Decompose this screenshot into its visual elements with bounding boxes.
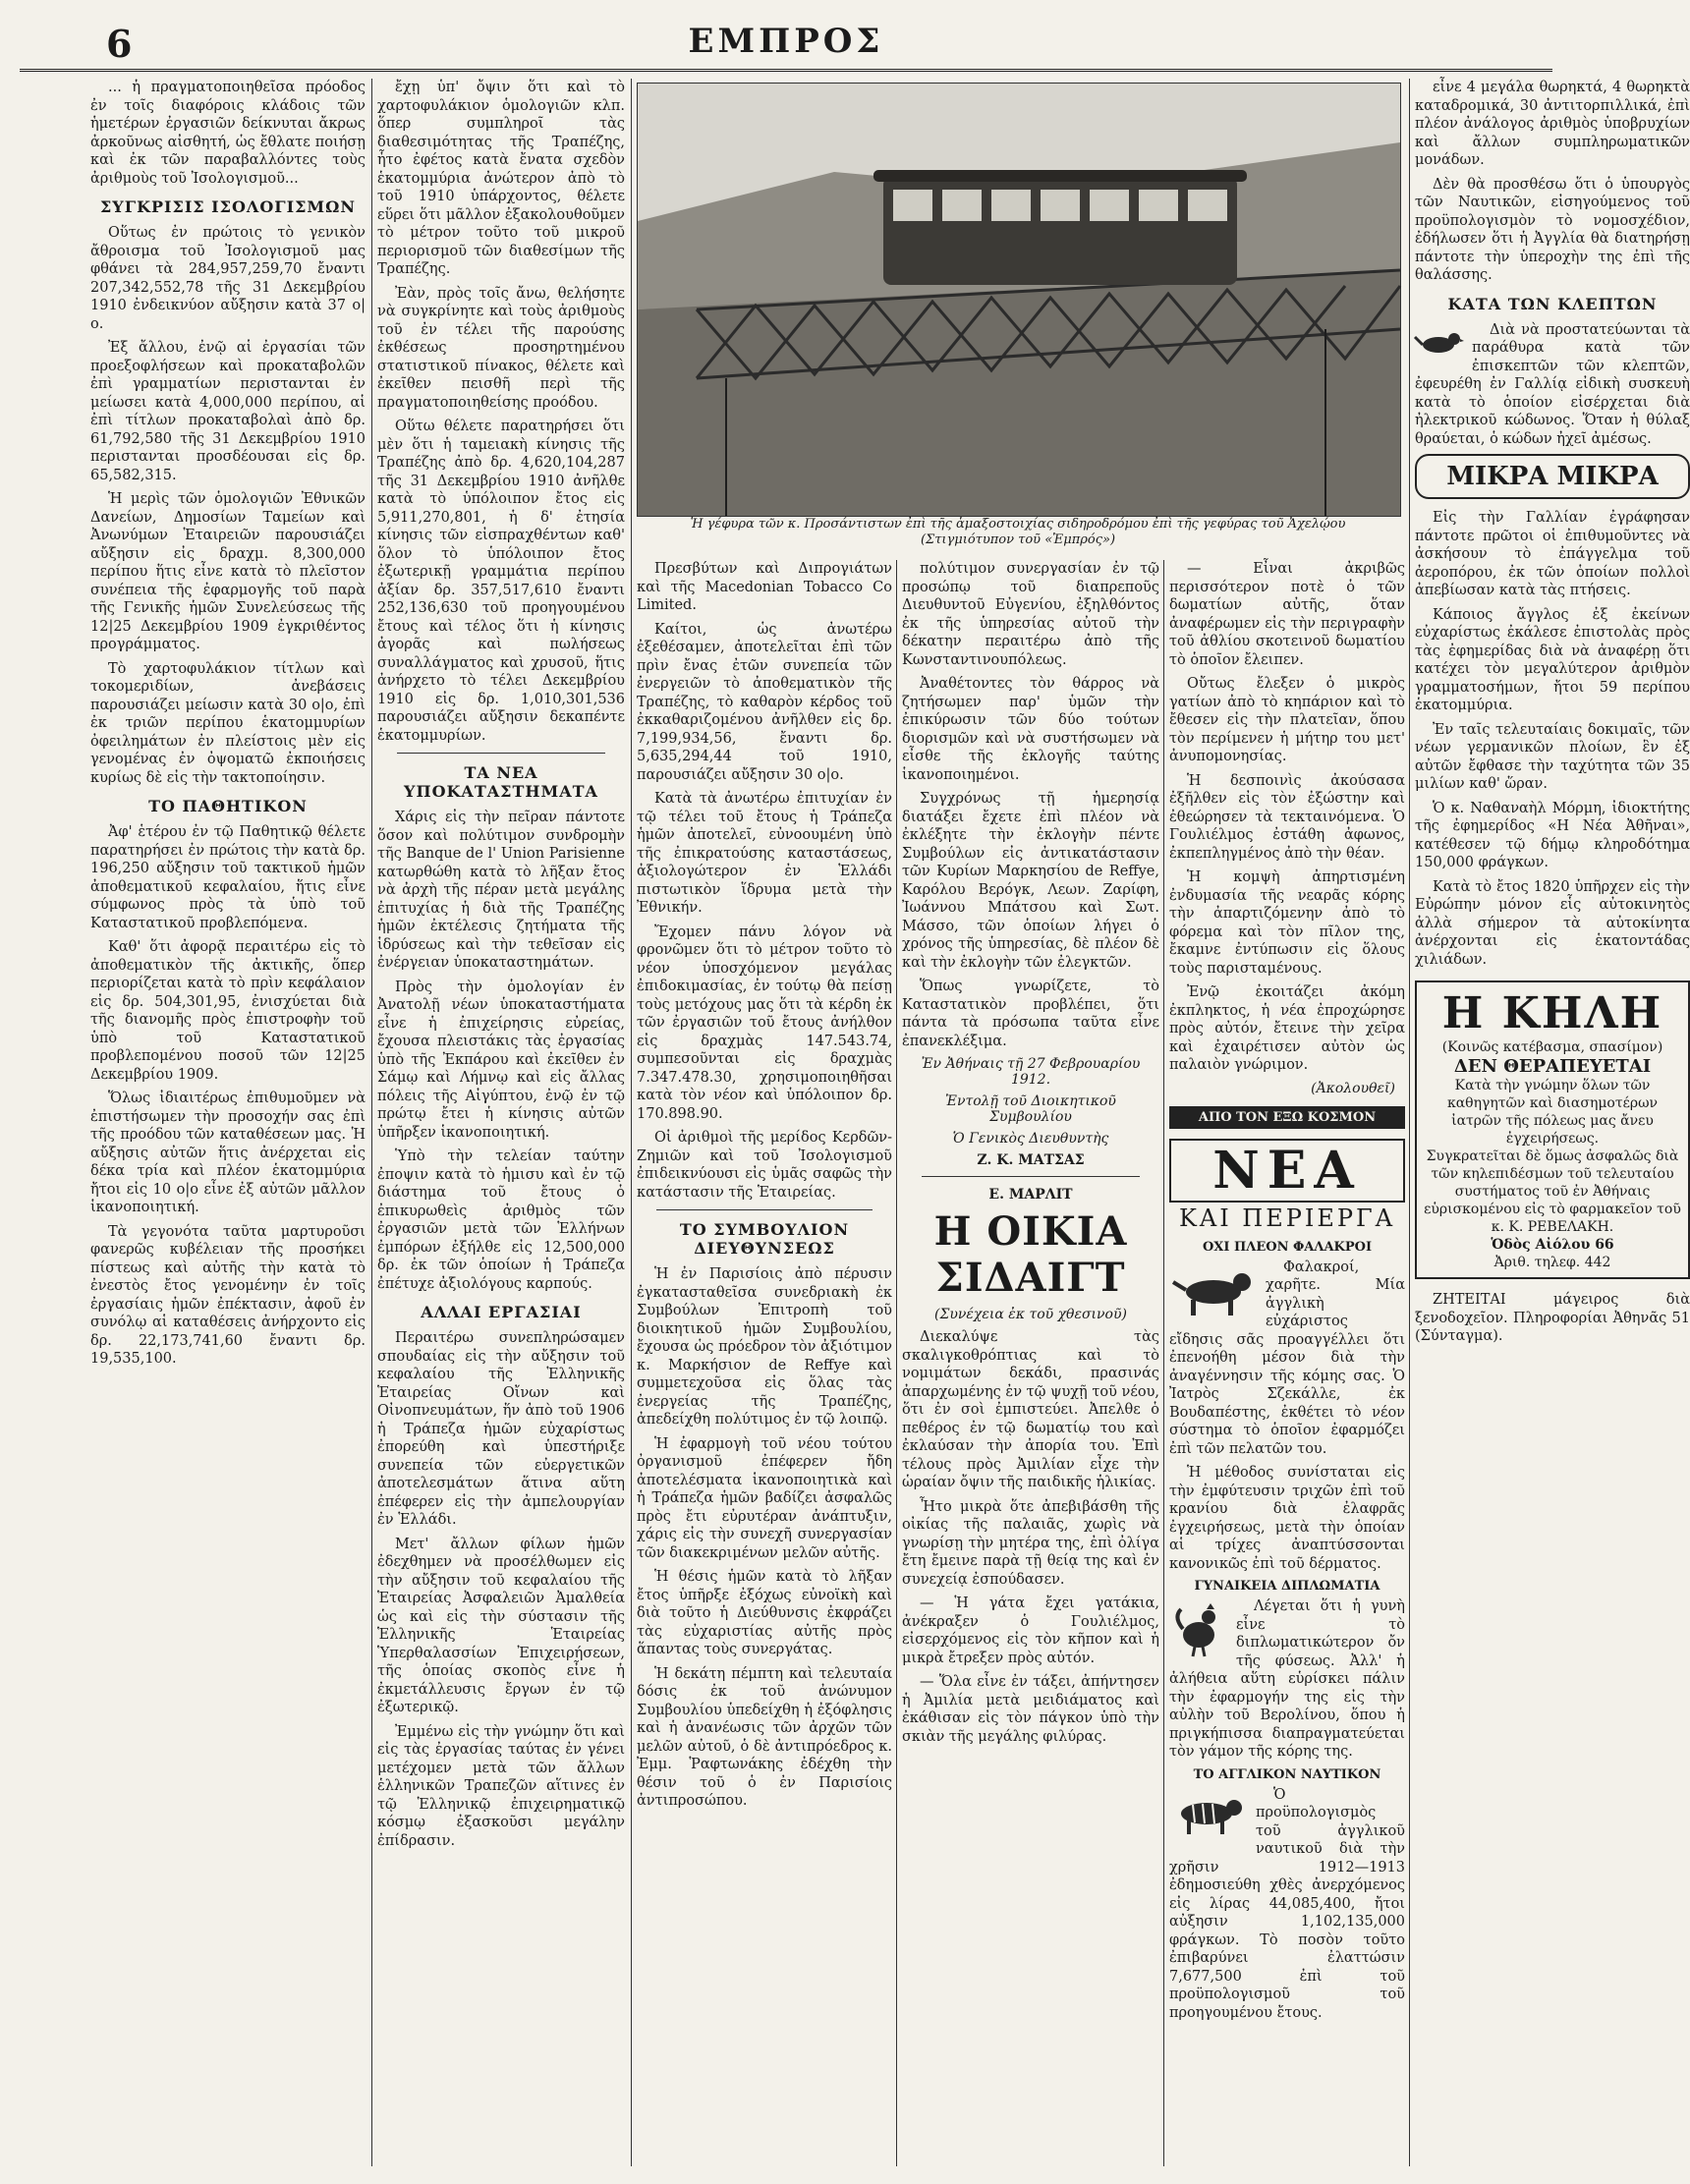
paragraph: Μετ' ἄλλων φίλων ἡμῶν ἐδεχθημεν νὰ προσέλθωμεν εἰς τὴν αὔξησιν τοῦ κεφαλαίου τῆς Ἑταιρείας Ἀσφαλειῶν Ἀμαλθεία ὡς καὶ εἰς τὴν σύστασιν τῆς Ἑλληνικῆς Ἑταιρείας Ὑπερθαλασσίων Ἐπιχειρήσεων, τῆς ὁποίας σκοπὸς εἶνε ἡ ἐκμετάλλευσις ἔργων ἐν τῷ ἐξωτερικῷ.	[377, 1536, 625, 1715]
paragraph: Ὁ κ. Ναθαναὴλ Μόρμη, ἰδιοκτήτης τῆς ἐφημερίδος «Η Νέα Ἀθῆναι», κατέθεσεν τῷ δήμῳ κληροδότημα 150,000 φράγκων.	[1415, 800, 1690, 870]
column-6	[1415, 79, 1690, 2166]
divider	[656, 1209, 873, 1210]
paragraph: Οἱ ἀριθμοὶ τῆς μερίδος Κερδῶν-Ζημιῶν καὶ τοῦ Ἰσολογισμοῦ ἐπιδεικνύουσι εἰς ὑμᾶς σαφῶς τὴν κατάστασιν τῆς Ἑταιρείας.	[637, 1130, 892, 1201]
column-divider	[896, 560, 897, 2166]
paragraph: Διεκαλύψε τὰς σκαλιγκοθρόπτιας καὶ τὸ νομιμάτων δεκάδι, πρασινάς ἀπαρχωμένης ἐν τῷ ψυχῇ τοῦ νέου, ὅτι ἐν σοὶ ἐμπιστεύει. Ἀπελθε ὁ πεθέρος ἐν τῷ δωματίῳ του καὶ ἐκλαύσαν τὴν ἀπορία του. Ἐπὶ τέλους πρὸς Ἀμιλίαν εἶχε τὴν ὡραίαν ὄψιν τῆς παιδικῆς ἡλικίας.	[902, 1329, 1159, 1490]
item-heading: ΟΧΙ ΠΛΕΟΝ ΦΑΛΑΚΡΟΙ	[1202, 1239, 1373, 1255]
column-5	[1169, 79, 1405, 2166]
column-divider	[371, 79, 372, 2166]
item-heading: ΤΟ ΑΓΓΛΙΚΟΝ ΝΑΥΤΙΚΟΝ	[1193, 1766, 1381, 1782]
paragraph: Ἡ μέθοδος συνίσταται εἰς τὴν ἐμφύτευσιν τριχῶν ἐπὶ τοῦ κρανίου διὰ ἐλαφρᾶς ἐγχειρήσεως, μετὰ τὴν ὁποίαν αἱ τρίχες ἀναπτύσσονται κανονικῶς ἐπὶ τοῦ δέρματος.	[1169, 1465, 1405, 1572]
paragraph: Διὰ νὰ προστατεύωνται τὰ παράθυρα κατὰ τῶν ἐπισκεπτῶν τῶν κλεπτῶν, ἐφευρέθη ἐν Γαλλίᾳ εἰδικὴ συσκευὴ κατὰ τὸ ὁποίον εἰσέρχεται διὰ ἠλεκτρικοῦ κώδωνος. Ὅταν ἡ θύλαξ θραύεται, ὁ κώδων ἠχεῖ ἀμέσως.	[1415, 321, 1690, 447]
signature-name: Ζ. Κ. ΜΑΤΣΑΣ	[977, 1152, 1085, 1168]
signature-role: Ἐντολῇ τοῦ Διοικητικοῦ Συμβουλίου	[945, 1093, 1116, 1125]
paragraph: Εἰς τὴν Γαλλίαν ἐγράφησαν πάντοτε πρῶτοι οἱ ἐπιθυμοῦντες νὰ ἀσκήσουν τὸ ἐπάγγελμα τοῦ ἀεροπόρου, ἐκ τῶν ὁποίων πολλοὶ ἀπεβίωσαν κατὰ τὰς πτήσεις.	[1415, 510, 1690, 598]
section-heading: ΤΟ ΠΑΘΗΤΙΚΟΝ	[148, 797, 308, 815]
column-1	[90, 79, 366, 2166]
divider	[922, 1176, 1140, 1177]
paragraph: ... ἡ πραγματοποιηθεῖσα πρόοδος ἐν τοῖς διαφόροις κλάδοις τῶν ἡμετέρων ἐργασιῶν δείκνυται ἄκρως ἀρκοῦνως αἰσθητή, ὡς ἔθλατε ποιήσῃ καὶ ἐκ τῶν παραβαλλόντες τοὺς ἀριθμοὺς τοῦ Ἰσολογισμοῦ...	[90, 80, 366, 187]
paragraph: Ἡ κομψὴ ἀπηρτισμένη ἐνδυμασία τῆς νεαρᾶς κόρης τὴν ἀπαρτιζόμενην ἀπὸ τὸ φόρεμα καὶ τὸν πῖλον της, ἔκαμνε ἐντύπωσιν εἰς ὅλους τοὺς παρισταμένους.	[1169, 869, 1405, 977]
paragraph: Ἡ δεκάτη πέμπτη καὶ τελευταία δόσις ἐκ τοῦ ἀνώνυμον Συμβουλίου ὑπεδείχθη ἡ ἐξόφλησις καὶ ἡ ἀνανέωσις τῶν ἀρχῶν τῶν μελῶν αὐτοῦ, ὁ δὲ ἀντιπρόεδρος κ. Ἐμμ. Ῥαφτωνάκης ἐδέχθη τὴν θέσιν τοῦ ὁ ἐν Παρισίοις ἀντιπροσώπου.	[637, 1665, 892, 1809]
paragraph: Ὑπὸ τὴν τελείαν ταύτην ἐποψιν κατὰ τὸ ἡμισυ καὶ ἐν τῷ διάστημα τοῦ ἔτους ὁ ἐπικυρωθεὶς ἀριθμὸς τῶν ἐργασιῶν μετὰ τῶν Ἑλλήνων ἐμπόρων ἐξήλθε εἰς 12,500,000 δρ. ἐκ τῶν ὁποίων ἡ Τράπεζα ἐπέτυχε ἀξιολόγους καρπούς.	[377, 1148, 625, 1292]
hernia-advertisement	[1415, 980, 1690, 1279]
paragraph: Κατὰ τὸ ἔτος 1820 ὑπῆρχεν εἰς τὴν Εὐρώπην μόνον εἷς αὐτοκινητὸς ἀλλὰ σήμερον τὰ αὐτοκίνητα ἀνέρχονται εἰς ἑκατοντάδας χιλιάδων.	[1415, 878, 1690, 968]
divider	[397, 753, 605, 754]
caption-line: Ἡ γέφυρα τῶν κ. Προσάντιστων ἐπὶ τῆς ἁμαξοστοιχίας σιδηροδρόμου ἐπὶ τῆς γεφύρας τοῦ Ἀχελῴου	[690, 517, 1346, 532]
paragraph: — Ἡ γάτα ἔχει γατάκια, ἀνέκραξεν ὁ Γουλιέλμος, εἰσερχόμενος εἰς τὸν κῆπον καὶ ἡ μικρὰ ἔτρεξεν πρὸς αὐτόν.	[902, 1596, 1159, 1666]
paragraph: Χάρις εἰς τὴν πεῖραν πάντοτε ὅσον καὶ πολύτιμον συνδρομὴν τῆς Banque de l' Union Parisienne κατωρθώθη κατὰ τὸ λῆξαν ἔτος νὰ ἀρχὴ τῆς πέραν μετὰ μεγάλης ἐπιτυχίας ἡ διὰ τῆς Τραπέζης ἡμῶν ἐκτέλεσις ζητήματα τῆς ἱδρύσεως καὶ τὴν τεθεῖσαν εἰς ἐνέργειαν ὑποκαταστημάτων.	[377, 810, 625, 971]
paragraph: Οὔτως ἔλεξεν ὁ μικρὸς γατίων ἀπὸ τὸ κηπάριον καὶ τὸ ἔθεσεν εἰς τὴν πλατεῖαν, ὅπου τὸν περίμενεν ἡ μήτηρ του μετ' ἀνυπομονησίας.	[1169, 676, 1405, 764]
paragraph: Πρεσβύτων καὶ Διπρογιάτων καὶ τῆς Macedonian Tobacco Co Limited.	[637, 561, 892, 613]
paragraph: Ἡ μερὶς τῶν ὁμολογιῶν Ἐθνικῶν Δανείων, Δημοσίων Ταμείων καὶ Ἀνωνύμων Ἑταιρειῶν παρουσιάζει αὔξησιν εἰς δραχμ. 8,300,000 περίπου ἥτις εἶνε κατὰ τὸ πλεῖστον συνέπεια τῆς ἐφαρμογῆς τοῦ παρὰ τῆς Γενικῆς ἡμῶν Συνελεύσεως τῆς 12|25 Δεκεμβρίου 1909 ἐγκριθέντος προγράμματος.	[90, 491, 366, 652]
paragraph: Περαιτέρω συνεπληρώσαμεν σπουδαίας εἰς τὴν αὔξησιν τοῦ κεφαλαίου τῆς Ἑλληνικῆς Ἑταιρείας Οἴνων καὶ Οἰνοπνευμάτων, ἥν ἀπὸ τοῦ 1906 ἡ Τράπεζα ἡμῶν εὐχαρίστως ἐπορεύθη καὶ ὑπεστήριξε συνεπεία τῶν εὐεργετικῶν ἀποτελεσμάτων ἅτινα αὕτη ἐπέφερεν εἰς τὴν ἀμπελουργίαν ἐν Ἑλλάδι.	[377, 1330, 625, 1528]
signature-title: Ὁ Γενικὸς Διευθυντὴς	[952, 1131, 1109, 1147]
ad-headline: ΔΕΝ ΘΕΡΑΠΕΥΕΤΑΙ	[1453, 1056, 1652, 1077]
paragraph: Ἐν ταῖς τελευταίαις δοκιμαῖς, τῶν νέων γερμανικῶν πλοίων, ἓν ἐξ αὐτῶν ἔφθασε τὴν ταχύτητα τῶν 35 μιλίων καθ' ὥραν.	[1415, 721, 1690, 792]
serial-title: Η ΟΙΚΙΑ ΣΙΔΑΙΓΤ	[933, 1208, 1128, 1301]
serial-note: (Συνέχεια ἐκ τοῦ χθεσινοῦ)	[934, 1307, 1127, 1322]
column-divider	[1163, 560, 1164, 2166]
column-3	[637, 560, 892, 2166]
paragraph: Ἐὰν, πρὸς τοῖς ἄνω, θελήσητε νὰ συγκρίνητε καὶ τοὺς ἀριθμοὺς τοῦ ἐν τέλει τῆς παρούσης ἐκθέσεως προσηρτημένου στατιστικοῦ πίνακος, θέλετε καὶ ἐκεῖθεν πεισθῆ περὶ τῆς πραγματοποιηθείσης προόδου.	[377, 285, 625, 411]
paragraph: Οὕτως ἐν πρώτοις τὸ γενικὸν ἄθροισμα τοῦ Ἰσολογισμοῦ μας φθάνει τὰ 284,957,259,70 ἔναντι 207,342,552,78 τῆς 31 Δεκεμβρίου 1910 ἐνδεικνύον αὔξησιν κατὰ 37 ο|ο.	[90, 225, 366, 332]
paragraph: — Ὅλα εἶνε ἐν τάξει, ἀπήντησεν ἡ Ἀμιλία μετὰ μειδιάματος καὶ ἐκάθισαν εἰς τὸν πάγκον ὑπὸ τὴν σκιὰν τῆς μεγάλης φιλύρας.	[902, 1674, 1159, 1745]
news-header: ΝΕΑ	[1169, 1139, 1405, 1203]
column-2	[377, 79, 625, 2166]
news-subheader: ΚΑΙ ΠΕΡΙΕΡΓΑ	[1178, 1204, 1396, 1232]
paragraph: Ἀναθέτοντες τὸν θάρρος νὰ ζητήσωμεν παρ' ὑμῶν τὴν ἐπικύρωσιν τῶν δύο τούτων διορισμῶν καὶ νὰ συστήσωμεν νὰ εἶσθε τῆς ἐκλογῆς ταύτης ἱκανοποιημένοι.	[902, 676, 1159, 783]
paragraph: Τὰ γεγονότα ταῦτα μαρτυροῦσι φανερῶς κυβέλειαν τῆς προσήκει πίστεως καὶ αὐτῆς τὴν κατὰ τὸ ἐνεστὸς ἔτος γενομένην ἐν τοῖς ἐργασίαις ἡμῶν ἐπέκτασιν, ἀφοῦ ἐν συνόλῳ αἱ καταθέσεις ἀνήρχοντο εἰς δρ. 22,173,741,60 ἔναντι δρ. 19,535,100.	[90, 1223, 366, 1367]
paragraph: Ὅπως γνωρίζετε, τὸ Καταστατικὸν προβλέπει, ὅτι πάντα τὰ πρόσωπα ταῦτα εἶνε ἐπανεκλέξιμα.	[902, 979, 1159, 1049]
paragraph: Ὅλως ἰδιαιτέρως ἐπιθυμοῦμεν νὰ ἐπιστήσωμεν τὴν προσοχήν σας ἐπὶ τῆς προόδου τῶν καταθέσεων μας. Ἡ αὔξησις αὐτῶν ἥτις ἀνέρχεται εἰς δέκα τρία καὶ πλέον ἑκατομμύρια ἤτοι εἰς 10 ο|ο εἶνε ἐξ αὐτῶν μᾶλλον ἱκανοποιητική.	[90, 1091, 366, 1215]
paragraph: Ὁ προϋπολογισμὸς τοῦ ἀγγλικοῦ ναυτικοῦ διὰ τὴν χρῆσιν 1912—1913 ἐδημοσιεύθη χθὲς ἀνερχόμενος εἰς λίρας 44,085,400, ἤτοι αὐξησιν 1,102,135,000 φράγκων. Τὸ ποσὸν τοῦτο ἐπιβαρύνει ἐλαττώσιν 7,677,500 ἐπὶ τοῦ προϋπολογισμοῦ τοῦ προηγουμένου ἔτους.	[1169, 1786, 1405, 2021]
section-heading: ΤΑ ΝΕΑ ΥΠΟΚΑΤΑΣΤΗΜΑΤΑ	[404, 763, 598, 801]
paragraph: Ἐξ ἄλλου, ἐνῷ αἱ ἐργασίαι τῶν προεξοφλήσεων καὶ προκαταβολῶν ἐπὶ γραμματίων περιστανται ἐν μείωσει κατὰ 4,000,000 περίπου, αἱ ἐπὶ τίτλων προκαταβολαὶ ἀπὸ δρ. 61,792,580 τῆς 31 Δεκεμβρίου 1910 περιστανται προσδέουσαι εἰς δρ. 65,582,315.	[90, 340, 366, 483]
paragraph: Ἐμμένω εἰς τὴν γνώμην ὅτι καὶ εἰς τὰς ἐργασίας ταύτας ἐν γένει μετέχομεν μετὰ τῶν ἄλλων ἑλληνικῶν Τραπεζῶν αἵτινες ἐν τῷ Ἑλληνικῷ ἐπιχειρηματικῷ κόσμῳ ἐξασκοῦσι μεγάλην ἐπίδρασιν.	[377, 1723, 625, 1849]
paragraph: ἔχῃ ὑπ' ὄψιν ὅτι καὶ τὸ χαρτοφυλάκιον ὁμολογιῶν κλπ. ὅπερ συμπληροῖ τὰς διαθεσιμότητας τῆς Τραπέζης, ἧτο ἐφέτος κατὰ ἔνατα σχεδὸν ἑκατομμύρια ἀνώτερον ἀπὸ τὸ τοῦ 1910 ὑπάρχοντος, θέλετε εὕρει ὅτι μᾶλλον ἐξακολουθοῦμεν τὸ μέτρον τοῦτο τοῦ μικροῦ περιορισμοῦ τῶν διαθεσίμων τῆς Τραπέζης.	[377, 80, 625, 277]
bird-icon	[1415, 323, 1464, 363]
serial-author: Ε. ΜΑΡΛΙΤ	[988, 1187, 1073, 1203]
paragraph: ΖΗΤΕΙΤΑΙ μάγειρος διὰ ξενοδοχεῖον. Πληροφορίαι Ἀθηνᾶς 51 (Σύνταγμα).	[1415, 1292, 1690, 1344]
ad-text: Συγκρατεῖται δὲ ὅμως ἀσφαλῶς διὰ τῶν κηλεπιδέσμων τοῦ τελευταίου συστήματος τοῦ ἐν Ἀθήναις εὑρισκομένου εἰς τὸ φαρμακεῖον τοῦ κ. Κ. ΡΕΒΕΛΑΚΗ.	[1424, 1148, 1681, 1235]
photo-spacer	[1169, 79, 1405, 560]
ad-title: Η ΚΗΛΗ	[1441, 988, 1663, 1038]
ad-text: Κατὰ τὴν γνώμην ὅλων τῶν καθηγητῶν καὶ διασημοτέρων ἰατρῶν τῆς πόλεως μας ἄνευ ἐγχειρήσεως.	[1446, 1078, 1659, 1147]
paragraph: Καθ' ὅτι ἀφορᾷ περαιτέρω εἰς τὸ ἀποθεματικὸν τῆς ἀκτικῆς, ὅπερ περιορίζεται κατὰ τὸ πρὶν κεφάλαιον εἰς δρ. 504,301,95, ἐνισχύεται διὰ τῆς διανομῆς πρὸς ἐπιστροφὴν τοῦ ὑπὸ τοῦ Καταστατικοῦ προβλεπομένου ποσοῦ τῶν 12|25 Δεκεμβρίου 1909.	[90, 939, 366, 1083]
section-heading: ΑΛΛΑΙ ΕΡΓΑΣΙΑΙ	[421, 1303, 582, 1321]
dog-icon	[1169, 1260, 1258, 1319]
section-bar: ΑΠΟ ΤΟΝ ΕΞΩ ΚΟΣΜΟΝ	[1169, 1106, 1405, 1129]
ad-phone: Ἀριθ. τηλεφ. 442	[1493, 1255, 1611, 1270]
tiger-icon	[1169, 1788, 1248, 1837]
to-be-continued: (Ἀκολουθεῖ)	[1311, 1080, 1395, 1096]
paragraph: Κατὰ τὰ ἀνωτέρω ἐπιτυχίαν ἐν τῷ τέλει τοῦ ἔτους ἡ Τράπεζα ἡμῶν ἀποτελεῖ, εὐνοουμένη ὑπὸ τῆς ἐπικρατούσης καταστάσεως, ἀξιολογώτερον ἐν Ἑλλάδι πιστωτικὸν ἵδρυμα μετὰ τὴν Ἐθνικήν.	[637, 791, 892, 916]
paragraph: πολύτιμον συνεργασίαν ἐν τῷ προσώπῳ τοῦ διαπρεποῦς Διευθυντοῦ Εὐγενίου, ἐξηλθόντος ἐκ τῆς ὑπηρεσίας αὐτοῦ τὴν δέκατην περαιτέρω ἀπὸ τῆς Κωνσταντινουπόλεως.	[902, 561, 1159, 668]
page-number: 6	[106, 22, 133, 66]
ad-address: Ὁδὸς Αἰόλου 66	[1491, 1237, 1614, 1253]
paragraph: Ἦτο μικρὰ ὅτε ἀπεβιβάσθη τῆς οἰκίας τῆς παλαιᾶς, χωρὶς νὰ γνωρίσῃ τὴν μητέρα της, ἐπὶ ὀλίγα ἔτη ἔμεινε παρὰ τῇ θείᾳ της καὶ ἐν συνεχείᾳ ἐσπούδασεν.	[902, 1498, 1159, 1588]
paragraph: Ἔχομεν πάνυ λόγον νὰ φρονῶμεν ὅτι τὸ μέτρον τοῦτο τὸ νέον ὑποσχόμενον μεγάλας ἐπιδοκιμασίας, ἐν τούτῳ θὰ πείσῃ τοὺς μετόχους μας ὅτι τὰ κέρδη ἐκ τῶν ἐργασιῶν τοῦ ἔτους ἀνήλθον εἰς δραχμὰς 147.543.74, συμπεσοῦνται εἰς δραχμὰς 7.347.478.30, χρησιμοποιηθῆσαι κατὰ τὸν νέον καὶ ὑπόλοιπον δρ. 170.898.90.	[637, 924, 892, 1122]
paper-title: ΕΜΠΡΟΣ	[688, 22, 884, 61]
paragraph: Λέγεται ὅτι ἡ γυνὴ εἶνε τὸ διπλωματικώτερον ὄν τῆς φύσεως. Ἀλλ' ἡ ἀλήθεια αὕτη εὑρίσκει πάλιν τὴν ἐφαρμογήν της εἰς τὴν αὐλὴν τοῦ Βερολίνου, ὅπου ἡ πριγκήπισσα διαπραγματεύεται τὸν γάμον τῆς κόρης της.	[1169, 1598, 1405, 1760]
paragraph: — Εἶναι ἀκριβῶς περισσότερον ποτὲ ὁ τῶν δωματίων αὐτῆς, ὅταν ἀναφέρωμεν εἰς τὴν περιγραφὴν τοῦ ἀθλίου σκοτεινοῦ δωματίου τὸ ὁποῖον ἔλειπεν.	[1169, 561, 1405, 668]
ad-subtitle: (Κοινῶς κατέβασμα, σπασίμον)	[1441, 1039, 1663, 1055]
column-divider	[631, 79, 632, 2166]
paragraph: Ἡ ἐν Παρισίοις ἀπὸ πέρυσιν ἐγκατασταθεῖσα συνεδριακὴ ἐκ Συμβούλων Ἐπιτροπὴ τοῦ διοικητικοῦ ἡμῶν Συμβουλίου, ἔχουσα ὡς πρόεδρον τὸν ἀξιότιμον κ. Μαρκήσιον de Reffye καὶ συμμετεχοῦσα εἰς ὅλας τὰς ἐνεργείας τῆς Τραπέζης, ἀπεδείχθη πολύτιμος ἐν τῷ λοιπῷ.	[637, 1266, 892, 1428]
paragraph: Κάποιος ἄγγλος ἐξ ἐκείνων εὐχαρίστως ἐκάλεσε ἐπιστολὰς πρὸς τὰς ἐφημερίδας διὰ νὰ ἀναφέρῃ ὅτι κατέχει τὸν μεγαλύτερον ἀριθμὸν γραμματοσήμων, ἤτοι 59 περίπου ἑκατομμύρια.	[1415, 606, 1690, 713]
caption-credit: (Στιγμιότυπον τοῦ «Ἐμπρός»)	[920, 532, 1116, 547]
section-heading: ΣΥΓΚΡΙΣΙΣ ΙΣΟΛΟΓΙΣΜΩΝ	[99, 197, 356, 216]
paragraph: Οὕτω θέλετε παρατηρήσει ὅτι μὲν ὅτι ἡ ταμειακὴ κίνησις τῆς Τραπέζης ἀπὸ δρ. 4,620,104,287 τῆς 31 Δεκεμβρίου 1910 ἀνῆλθε κατὰ τὸ ὑπόλοιπον ἔτος εἰς 5,911,270,801, ἡ δ' ἐτησία κίνησις τῶν εἰσπραχθέντων καθ' ὅλον τὸ ὑπόλοιπον ἔτος ἐξωτερικῇ γραμμάτια περίπου ἀξίαν δρ. 357,517,610 ἔναντι 252,136,630 τοῦ προηγουμένου ἔτους καὶ τέλος ὅτι ἡ κίνησις ἀγορᾶς καὶ πωλήσεως συναλλάγματος καὶ χρυσοῦ, ἥτις ἀνήρχετο τὸ τέλει Δεκεμβρίου 1910 εἰς δρ. 1,010,301,536 παρουσιάζει αὔξησιν δεκαπέντε ἑκατομμυρίων.	[377, 419, 625, 744]
paragraph: εἶνε 4 μεγάλα θωρηκτά, 4 θωρηκτὰ καταδρομικά, 30 ἀντιτορπιλλικά, ἐπὶ πλέον ἀνάλογος ἀριθμὸς ὑποβρυχίων καὶ ἄλλων συμπληρωματικῶν μονάδων.	[1415, 80, 1690, 168]
section-heading: ΚΑΤΑ ΤΩΝ ΚΛΕΠΤΩΝ	[1447, 294, 1658, 313]
paragraph: Ἀφ' ἑτέρου ἐν τῷ Παθητικῷ θέλετε παρατηρήσει ἐν πρώτοις τὴν κατὰ δρ. 196,250 αὔξησιν τοῦ τακτικοῦ ἡμῶν ἀποθεματικοῦ κεφαλαίου, ἥτις εἶνε σύμφωνος πρὸς τὰ ὑπὸ τοῦ Καταστατικοῦ προβλεπόμενα.	[90, 824, 366, 931]
paragraph: Ἡ δεσποινὶς ἀκούσασα ἐξῆλθεν εἰς τὸν ἐξώστην καὶ ἐθεώρησεν τὰ τεκταινόμενα. Ὁ Γουλιέλμος ἐστάθη ἀφωνος, ἐκπεπληγμένος ἀπὸ τὴν θέαν.	[1169, 772, 1405, 862]
paragraph: Ἡ θέσις ἡμῶν κατὰ τὸ λῆξαν ἔτος ὑπῆρξε ἐξόχως εὐνοϊκὴ καὶ διὰ τοῦτο ἡ Διεύθυνσις ἐκφράζει τὰς εὐχαριστίας αὐτῆς πρὸς ἅπαντας τοὺς συνεργάτας.	[637, 1569, 892, 1657]
paragraph: Δὲν θὰ προσθέσω ὅτι ὁ ὑπουργὸς τῶν Ναυτικῶν, εἰσηγούμενος τοῦ προϋπολογισμὸν τὸ νομοσχέδιον, ἐδήλωσεν ὅτι ἡ Ἀγγλία θὰ διατηρήσῃ πάντοτε τὴν ὑπεροχὴν της ἐπὶ τῆς θαλάσσης.	[1415, 176, 1690, 283]
column-4	[902, 560, 1159, 2166]
masthead	[20, 18, 1552, 72]
paragraph: Τὸ χαρτοφυλάκιον τίτλων καὶ τοκομεριδίων, ἀνεβάσεις παρουσιάζει μείωσιν κατὰ 30 ο|ο, ἐπὶ ἐκ τριῶν περίπου ἑκατομμυρίων ὀφειλημάτων ἐν πλείστοις μὲν εἰς γενομένας ἐν ὀψοματῶ ἐκποιήσεις κυρίως δὲ εἰς τὴν τακτοποίησιν.	[90, 660, 366, 786]
section-heading: ΤΟ ΣΥΜΒΟΥΛΙΟΝ ΔΙΕΥΘΥΝΣΕΩΣ	[679, 1220, 850, 1258]
rooster-icon	[1169, 1599, 1228, 1658]
paragraph: Πρὸς τὴν ὁμολογίαν ἐν Ἀνατολῇ νέων ὑποκαταστήματα εἶνε ἡ ἐπιχείρησις εὐρείας, ἔχουσα πλειστάκις τὰς ἐργασίας ὑπὸ τῆς Ἐκπάρου καὶ ἐκεῖθεν ἐν Σάμῳ καὶ Λήμνῳ καὶ εἰς ἄλλας πόλεις τῆς Αἰγύπτου, ἐνῷ ἐν τῷ πρώτῳ ἔτει ἡ κίνησις αὐτῶν ὑπῆρξεν ἱκανοποιητική.	[377, 979, 625, 1141]
column-divider	[1409, 79, 1410, 2166]
paragraph: Συγχρόνως τῇ ἡμερησίᾳ διατάξει ἔχετε ἐπὶ πλέον νὰ ἐκλέξητε τὴν ἐκλογὴν πέντε Συμβούλων εἰς ἀντικατάστασιν τῶν Κυρίων Μαρκησίου de Reffye, Καρόλου Βερόγκ, Λεων. Ζαρίφη, Ἰωάννου Μπάτσου καὶ Σωτ. Μάσσο, τῶν ὁποίων λήγει ὁ χρόνος τῆς ὑπηρεσίας, δὲ πλέον δὲ καὶ τὴν ἐκλογὴν τῶν ἐλεγκτῶν.	[902, 791, 1159, 971]
paragraph: Καίτοι, ὡς ἀνωτέρω ἐξεθέσαμεν, ἀποτελεῖται ἐπὶ τῶν πρὶν ἔνας ἐτῶν συνεπεία τῶν ἐνεργειῶν τὸ ἀποθεματικὸν τῆς Τραπέζης, τὸ καθαρὸν κέρδος τοῦ ἐκκαθαριζομένου ἀνῆλθεν εἰς δρ. 7,199,934,56, ἔναντι δρ. 5,635,294,44 τοῦ 1910, παρουσιάζει αὔξησιν 30 ο|ο.	[637, 621, 892, 783]
signature-date: Ἐν Ἀθήναις τῇ 27 Φεβρουαρίου 1912.	[921, 1056, 1141, 1088]
paragraph: Ἡ ἐφαρμογὴ τοῦ νέου τούτου ὀργανισμοῦ ἐπέφερεν ἤδη ἀποτελέσματα ἱκανοποιητικὰ καὶ ἡ Τράπεζα ἡμῶν βαδίζει ἀσφαλῶς πρὸς ἔτι εὐρυτέραν ἀνάπτυξιν, χάρις εἰς τὴν συνεχῆ συνεργασίαν τῶν διακεκριμένων μελῶν αὐτῆς.	[637, 1435, 892, 1561]
short-news-title: ΜΙΚΡΑ ΜΙΚΡΑ	[1415, 454, 1690, 499]
paragraph: Ἐνῷ ἐκοιτάζει ἀκόμη ἐκπληκτος, ἡ νέα ἐπροχώρησε πρὸς αὐτόν, ἔτεινε τὴν χεῖρα καὶ ἐχαιρέτισεν αὐτὸν ὡς παλαιὸν γνώριμον.	[1169, 984, 1405, 1073]
item-heading: ΓΥΝΑΙΚΕΙΑ ΔΙΠΛΩΜΑΤΙΑ	[1194, 1579, 1380, 1594]
paragraph: Φαλακροί, χαρῆτε. Μία ἀγγλικὴ εὐχάριστος εἴδησις σᾶς προαγγέλλει ὅτι ἐπενοήθη μέσον διὰ τὴν ἀναγέννησιν τῆς κόμης σας. Ὁ Ἰατρὸς Σζεκάλλε, ἐκ Βουδαπέστης, ἐκθέτει τὸ νέον σύστημα τὸ ὁποῖον ἐφαρμόζει ἐπὶ τῶν πελατῶν του.	[1169, 1259, 1405, 1457]
